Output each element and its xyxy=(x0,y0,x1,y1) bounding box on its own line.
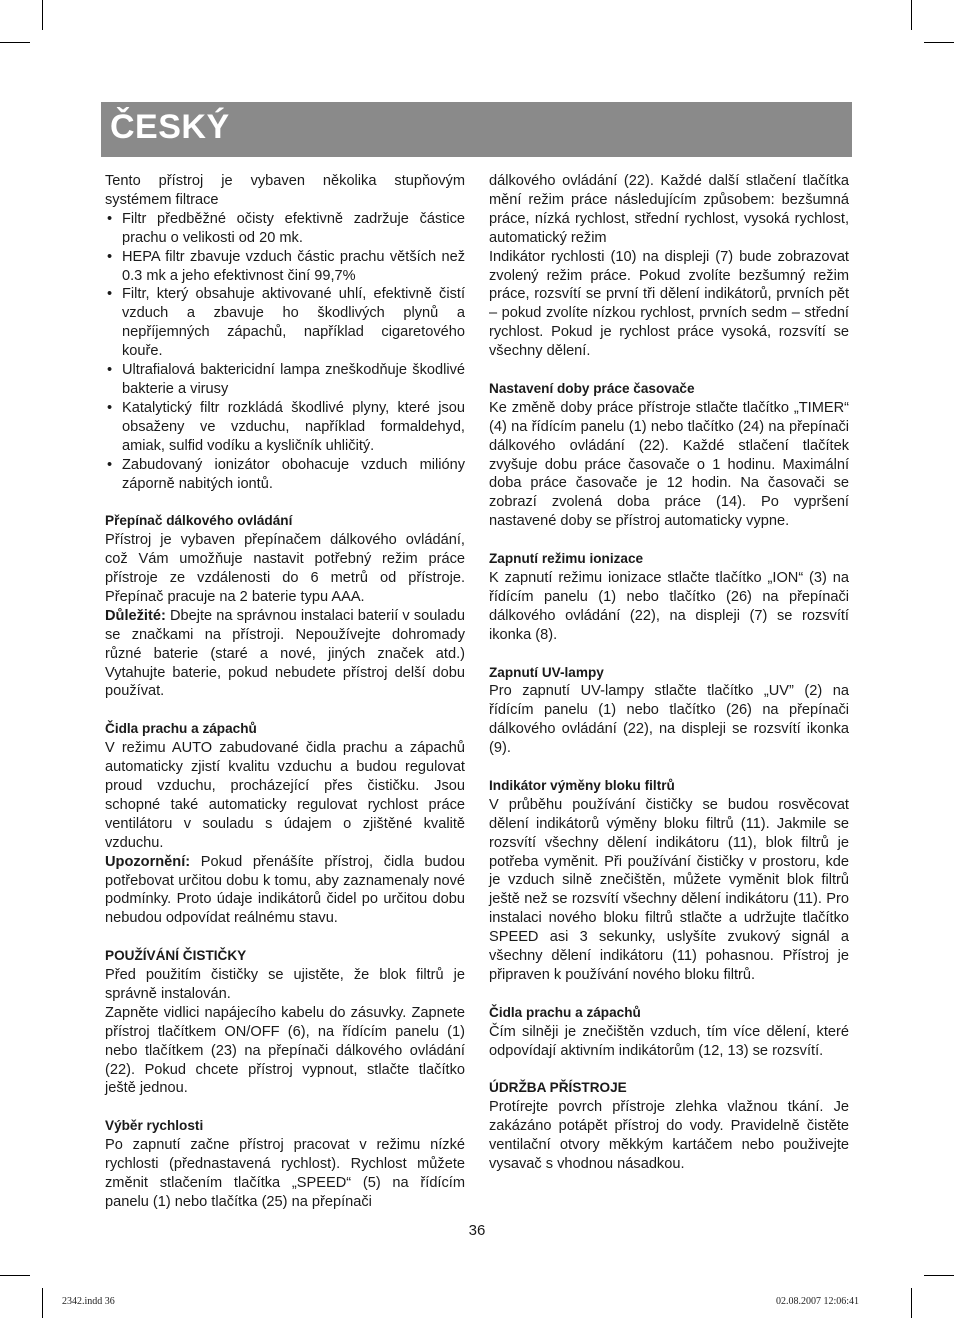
filter-text: V průběhu používání čističky se budou rosvěcovat dělení indikátorů výměny bloku filtrů (11). Jakmile se rozsvítí všechny dělení indikátoru (11), blok filtrů je potřeba vyměnit. Při používání čističky v prostoru, kde je vzduch silně znečištěn, můžete vyměnit blok filtrů ještě než se rozsvítí všechny dělení indikátoru (11). Pro instalaci nového bloku filtrů stlačte a udržujte tlačítko SPEED asi 3 sekunky, uslyšíte zvukový signál a všechny dělení indikátoru (11) pohasnou. Přístroj je připraven k používání nového bloku filtrů. xyxy=(489,796,849,983)
crop-mark xyxy=(0,1275,30,1276)
page-number: 36 xyxy=(468,1222,486,1239)
crop-mark xyxy=(924,42,954,43)
remote-heading: Přepínač dálkového ovládání xyxy=(105,513,293,529)
important-label: Důležité: xyxy=(105,607,166,624)
timer-heading: Nastavení doby práce časovače xyxy=(489,380,695,396)
warning-label: Upozornění: xyxy=(105,853,191,870)
speed-text-continued: dálkového ovládání (22). Každé další stlačení tlačítka mění režim práce následujícím způsobem: bezšumná práce, nízká rychlost, střední rychlost, vysoká rychlost, automatický režim xyxy=(489,173,849,246)
speed-indicator-text: Indikátor rychlosti (10) na displeji (7) bude zobrazovat zvolený režim práce. Pokud zvolíte bezšumný režim práce, rozsvítí se první tři dělení indikátorů, prvních pět – pokud zvolíte nízkou rychlost, prvních sedm – střední rychlost. Pokud je rychlost práce vysoká, rozsvítí se všechny dělení. xyxy=(489,248,849,360)
sensors-text: V režimu AUTO zabudované čidla prachu a zápachů automaticky zjistí kvalitu vzduchu a budou regulovat proud vzduchu, procházející přes čističku. Jsou schopné také automaticky regulovat rychlost práce ventilátoru v souladu s údajem o zjištěné kvalitě vzduchu. xyxy=(105,740,465,851)
list-item: • Filtr předběžné očisty efektivně zadržuje částice prachu o velikosti od 20 mk. xyxy=(105,210,465,248)
remote-text: Přístroj je vybaven přepínačem dálkového ovládání, což Vám umožňuje nastavit potřebný režim práce přístroje ze vzdálenosti do 6 metrů od přístroje. Přepínač pracuje na 2 baterie typu AAA. xyxy=(105,532,465,605)
ion-text: K zapnutí režimu ionizace stlačte tlačítko „ION“ (3) na řídícím panelu (1) nebo tlačítko (26) na přepínači dálkového ovládání (22), na displeji (7) se rozsvítí ikonka (8). xyxy=(489,570,849,643)
crop-mark xyxy=(924,1275,954,1276)
right-column xyxy=(489,172,849,1174)
crop-mark xyxy=(0,42,30,43)
crop-mark xyxy=(911,0,912,30)
intro-text: Tento přístroj je vybaven několika stupňovým systémem filtrace xyxy=(105,173,465,208)
list-item: • Filtr, který obsahuje aktivované uhlí, efektivně čistí vzduch a zbavuje ho škodlivých plynů a nepříjemných zápachů, například cigaretového kouře. xyxy=(105,285,465,361)
list-item: • Zabudovaný ionizátor obohacuje vzduch milióny záporně nabitých iontů. xyxy=(105,456,465,494)
speed-heading: Výběr rychlosti xyxy=(105,1118,204,1134)
list-item: • HEPA filtr zbavuje vzduch částic prachu větších než 0.3 mk a jeho efektivnost činí 99,7% xyxy=(105,248,465,286)
sensors2-heading: Čidla prachu a zápachů xyxy=(489,1004,641,1020)
important-text: Dbejte na správnou instalaci baterií v souladu se značkami na přístroji. Nepoužívejte dohromady různé baterie (staré a nové, jiných značek atd.) Vytahujte baterie, pokud nebudete přístroj delší dobu používat. xyxy=(105,607,465,700)
slug-timestamp: 02.08.2007 12:06:41 xyxy=(776,1296,860,1307)
list-item: • Katalytický filtr rozkládá škodlivé plyny, které jsou obsaženy ve vzduchu, například formaldehyd, amiak, sulfid vodíku a kysličník uhličitý. xyxy=(105,399,465,456)
maintenance-heading: ÚDRŽBA PŘÍSTROJE xyxy=(489,1080,627,1096)
sensors-warning xyxy=(105,853,465,929)
warning-text: Pokud přenášíte přístroj, čidla budou potřebovat určitou dobu k tomu, aby zaznamenaly nové podmínky. Proto údaje indikátorů čidel po určitou dobu nebudou odpovídat reálnému stavu. xyxy=(105,853,465,927)
filter-heading: Indikátor výměny bloku filtrů xyxy=(489,777,675,793)
list-item: • Ultrafialová baktericidní lampa zneškodňuje škodlivé bakterie a virusy xyxy=(105,361,465,399)
timer-text: Ke změně doby práce přístroje stlačte tlačítko „TIMER“ (4) na řídícím panelu (1) nebo tlačítko (24) na přepínači dálkového ovládání (22). Každé stlačení tlačítek zvyšuje dobu práce časovače o 1 hodinu. Maximální doba práce časovače je 12 hodin. Na časovači se zobrazí zvolená doba práce (14). Po vypršení nastavené doby se přístroj automaticky vypne. xyxy=(489,399,849,530)
uv-heading: Zapnutí UV-lampy xyxy=(489,664,604,680)
sensors2-text: Čím silněji je znečištěn vzduch, tím více dělení, které odpovídají aktivním indikátorům (12, 13) se rozsvítí. xyxy=(489,1023,849,1059)
left-column xyxy=(105,172,465,1212)
sensors-heading: Čidla prachu a zápachů xyxy=(105,721,257,737)
ion-heading: Zapnutí režimu ionizace xyxy=(489,551,644,567)
maintenance-text: Protírejte povrch přístroje zlehka vlažnou tkání. Je zakázáno potápět přístroj do vody. Pravidelně čistěte ventilační otvory měkkým kartáčem nebo použivejte vysavač s vhodnou násadkou. xyxy=(489,1099,849,1173)
crop-mark xyxy=(42,0,43,30)
section-header xyxy=(101,102,852,157)
crop-mark xyxy=(911,1288,912,1318)
usage-heading: POUŽÍVÁNÍ ČISTIČKY xyxy=(105,948,247,964)
section-title: ČESKÝ xyxy=(110,108,230,146)
usage-text-2: Zapněte vidlici napájecího kabelu do zásuvky. Zapnete přístroj tlačítkem ON/OFF (6), na řídícím panelu (1) nebo tlačítkem (23) na přepínači dálkového ovládání (22). Pokud chcete přístroj vypnout, stlačte tlačítko ještě jednou. xyxy=(105,1004,465,1097)
speed-text: Po zapnutí začne přístroj pracovat v režimu nízké rychlosti (přednastavená rychlost). Rychlost můžete změnit stlačením tlačítka „SPEED“ (5) na řídícím panelu (1) nebo tlačítka (25) na přepínači xyxy=(105,1137,465,1210)
filter-list xyxy=(105,210,465,494)
crop-mark xyxy=(42,1288,43,1318)
usage-text-1: Před použitím čističky se ujistěte, že blok filtrů je správně instalován. xyxy=(105,967,465,1002)
slug-filename: 2342.indd 36 xyxy=(62,1296,115,1307)
remote-important xyxy=(105,607,465,702)
uv-text: Pro zapnutí UV-lampy stlačte tlačítko „UV” (2) na řídícím panelu (1) nebo tlačítko (26) na přepínači dálkového ovládání (22), na displeji se rozsvítí ikonka (9). xyxy=(489,683,849,757)
